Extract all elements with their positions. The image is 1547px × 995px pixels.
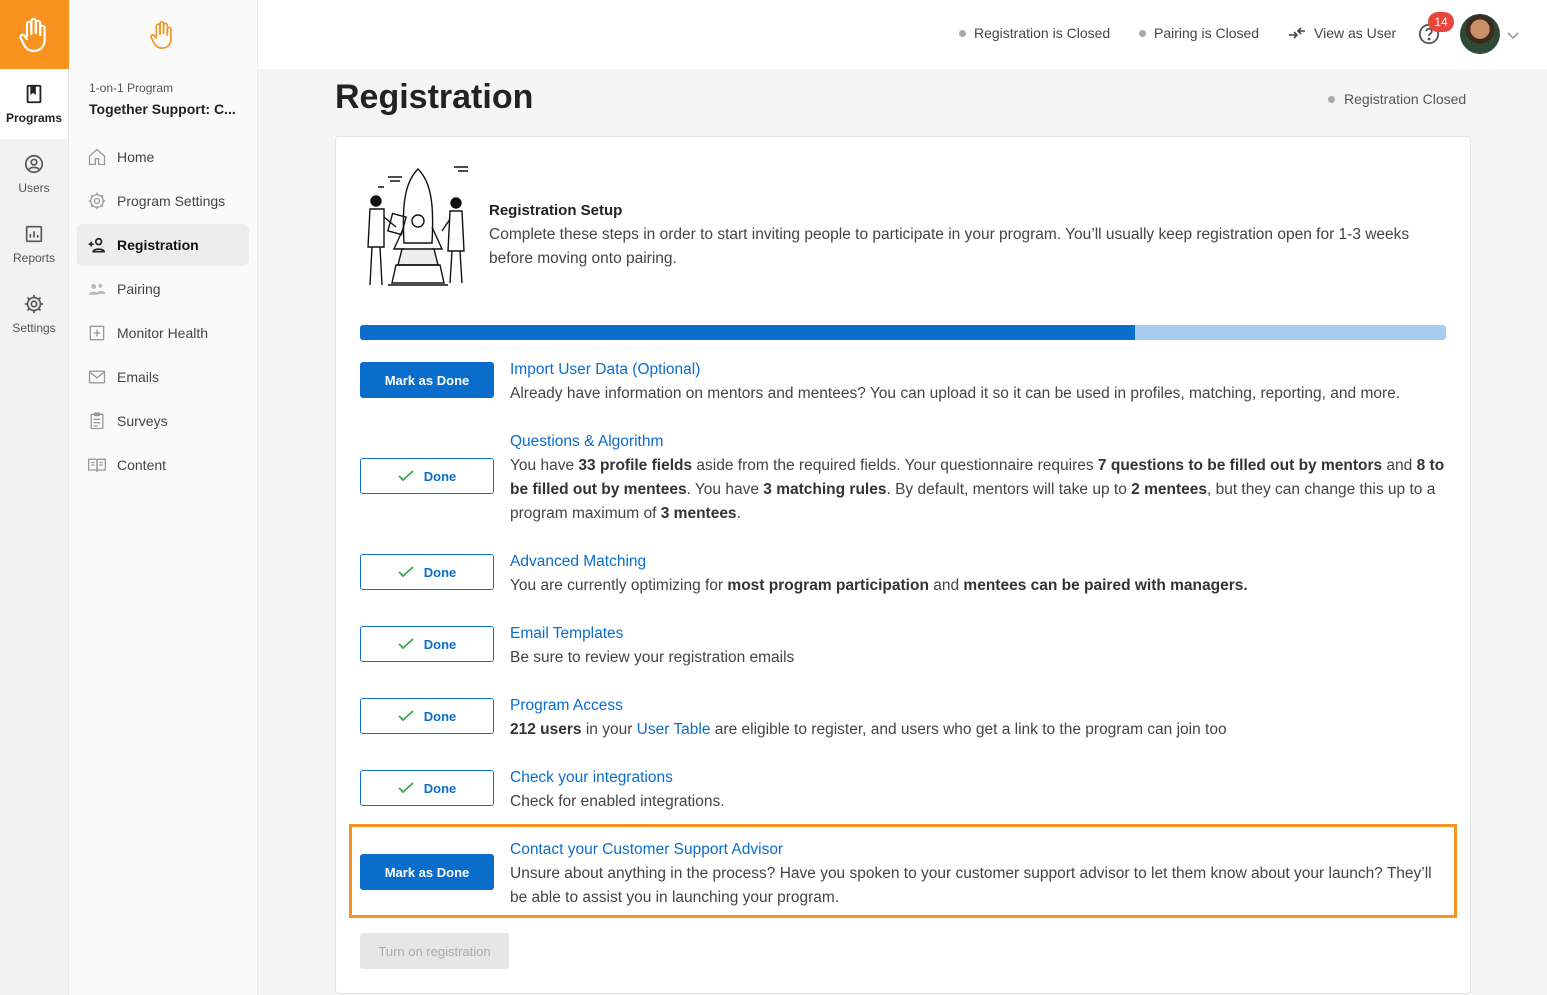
done-button[interactable] bbox=[360, 770, 494, 806]
sidebar-item-label: Surveys bbox=[117, 413, 168, 429]
page-status-label: Registration Closed bbox=[1344, 91, 1467, 107]
gear-icon bbox=[23, 293, 45, 315]
pairing-status bbox=[1139, 25, 1259, 41]
rail-item-settings[interactable] bbox=[0, 279, 68, 349]
step-description: 212 users in your User Table are eligible to register, and users who get a link to the program can join too bbox=[510, 721, 1227, 738]
top-bar bbox=[258, 0, 1547, 69]
chevron-down-icon[interactable] bbox=[1506, 28, 1520, 42]
sidebar-item-emails[interactable] bbox=[77, 356, 249, 398]
avatar[interactable] bbox=[1460, 14, 1500, 54]
rail-label: Programs bbox=[5, 111, 63, 125]
step-description: You have 33 profile fields aside from the required fields. Your questionnaire requires 7 questions to be filled out by mentors and 8 to be filled out by mentees. You have 3 matching rules. By default, mentors will take up to 2 mentees, but they can change this up to a program maximum of 3 mentees. bbox=[510, 457, 1445, 522]
done-button[interactable] bbox=[360, 626, 494, 662]
status-dot bbox=[1328, 96, 1335, 103]
status-dot bbox=[1139, 30, 1146, 37]
setup-progress-bar bbox=[360, 325, 1446, 340]
done-label: Done bbox=[423, 708, 457, 724]
view-as-user-label: View as User bbox=[1314, 25, 1397, 41]
pairing-icon bbox=[87, 279, 107, 299]
sidebar-item-registration[interactable] bbox=[77, 224, 249, 266]
step-title[interactable]: Import User Data (Optional) bbox=[510, 361, 701, 378]
plus-square-icon bbox=[87, 323, 107, 343]
notification-badge[interactable]: 14 bbox=[1428, 12, 1454, 32]
step-description: Already have information on mentors and mentees? You can upload it so it can be used in profiles, matching, reporting, and more. bbox=[510, 385, 1401, 402]
mark-as-done-button[interactable]: Mark as Done bbox=[360, 854, 494, 890]
sidebar-logo bbox=[69, 0, 257, 69]
add-user-icon bbox=[87, 235, 107, 255]
swap-arrows-icon bbox=[1288, 26, 1306, 40]
done-label: Done bbox=[423, 468, 457, 484]
sidebar-item-home[interactable] bbox=[77, 136, 249, 178]
done-button[interactable] bbox=[360, 554, 494, 590]
app-logo[interactable] bbox=[0, 0, 69, 69]
step-description: Be sure to review your registration emails bbox=[510, 649, 795, 666]
bar-chart-icon bbox=[23, 223, 45, 245]
program-type: 1-on-1 Program bbox=[89, 81, 174, 95]
sidebar-item-label: Emails bbox=[117, 369, 160, 385]
sidebar-item-surveys[interactable] bbox=[77, 400, 249, 442]
book-icon bbox=[87, 455, 107, 475]
sidebar-item-label: Pairing bbox=[117, 281, 161, 297]
setup-title: Registration Setup bbox=[489, 202, 623, 219]
status-dot bbox=[959, 30, 966, 37]
step-title[interactable]: Email Templates bbox=[510, 625, 624, 642]
registration-setup-card bbox=[335, 136, 1471, 994]
mark-as-done-button[interactable]: Mark as Done bbox=[360, 362, 494, 398]
sidebar-nav bbox=[77, 136, 249, 488]
step-description: Check for enabled integrations. bbox=[510, 793, 725, 810]
page-title: Registration bbox=[335, 78, 534, 116]
sidebar-item-label: Registration bbox=[117, 237, 199, 253]
done-button[interactable] bbox=[360, 698, 494, 734]
sidebar-item-content[interactable] bbox=[77, 444, 249, 486]
turn-on-registration-button[interactable]: Turn on registration bbox=[360, 933, 509, 969]
page-status bbox=[1328, 91, 1466, 107]
done-label: Done bbox=[423, 564, 457, 580]
step-description: You are currently optimizing for most program participation and mentees can be paired with managers. bbox=[510, 577, 1248, 594]
check-icon bbox=[398, 638, 414, 650]
step-title[interactable]: Program Access bbox=[510, 697, 623, 714]
sidebar-item-program-settings[interactable] bbox=[77, 180, 249, 222]
done-label: Done bbox=[423, 636, 457, 652]
gear-icon bbox=[87, 191, 107, 211]
registration-status bbox=[959, 25, 1110, 41]
check-icon bbox=[398, 710, 414, 722]
home-icon bbox=[87, 147, 107, 167]
rail-label: Users bbox=[18, 181, 50, 195]
user-table-link[interactable]: User Table bbox=[636, 721, 711, 738]
check-icon bbox=[398, 470, 414, 482]
step-title[interactable]: Questions & Algorithm bbox=[510, 433, 664, 450]
envelope-icon bbox=[87, 367, 107, 387]
setup-description: Complete these steps in order to start inviting people to participate in your program. You’ll usually keep registration open for 1-3 weeks before moving onto pairing. bbox=[489, 226, 1410, 267]
pairing-status-label: Pairing is Closed bbox=[1154, 25, 1260, 41]
step-title[interactable]: Advanced Matching bbox=[510, 553, 647, 570]
done-button[interactable] bbox=[360, 458, 494, 494]
registration-status-label: Registration is Closed bbox=[974, 25, 1111, 41]
rail-label: Reports bbox=[12, 251, 56, 265]
sidebar-item-label: Program Settings bbox=[117, 193, 226, 209]
hand-wave-icon bbox=[18, 16, 52, 54]
rail-item-reports[interactable] bbox=[0, 209, 68, 279]
hand-wave-icon bbox=[149, 19, 177, 51]
sidebar-item-label: Home bbox=[117, 149, 155, 165]
sidebar-item-monitor-health[interactable] bbox=[77, 312, 249, 354]
program-sidebar bbox=[69, 0, 258, 995]
check-icon bbox=[398, 566, 414, 578]
clipboard-icon bbox=[87, 411, 107, 431]
rail-label: Settings bbox=[12, 321, 56, 335]
left-rail bbox=[0, 0, 69, 995]
program-name[interactable]: Together Support: C... bbox=[89, 101, 236, 117]
bookmark-icon bbox=[23, 83, 45, 105]
rail-item-programs[interactable] bbox=[0, 69, 68, 139]
step-title[interactable]: Contact your Customer Support Advisor bbox=[510, 841, 784, 858]
check-icon bbox=[398, 782, 414, 794]
sidebar-item-pairing[interactable] bbox=[77, 268, 249, 310]
done-label: Done bbox=[423, 780, 457, 796]
rail-item-users[interactable] bbox=[0, 139, 68, 209]
rocket-illustration bbox=[358, 157, 478, 307]
step-description: Unsure about anything in the process? Have you spoken to your customer support advisor to let them know about your launch? They’ll be able to assist you in launching your program. bbox=[510, 865, 1432, 906]
user-circle-icon bbox=[23, 153, 45, 175]
step-title[interactable]: Check your integrations bbox=[510, 769, 673, 786]
sidebar-item-label: Content bbox=[117, 457, 167, 473]
sidebar-item-label: Monitor Health bbox=[117, 325, 209, 341]
progress-fill bbox=[360, 325, 1135, 340]
view-as-user-button[interactable] bbox=[1288, 25, 1396, 41]
